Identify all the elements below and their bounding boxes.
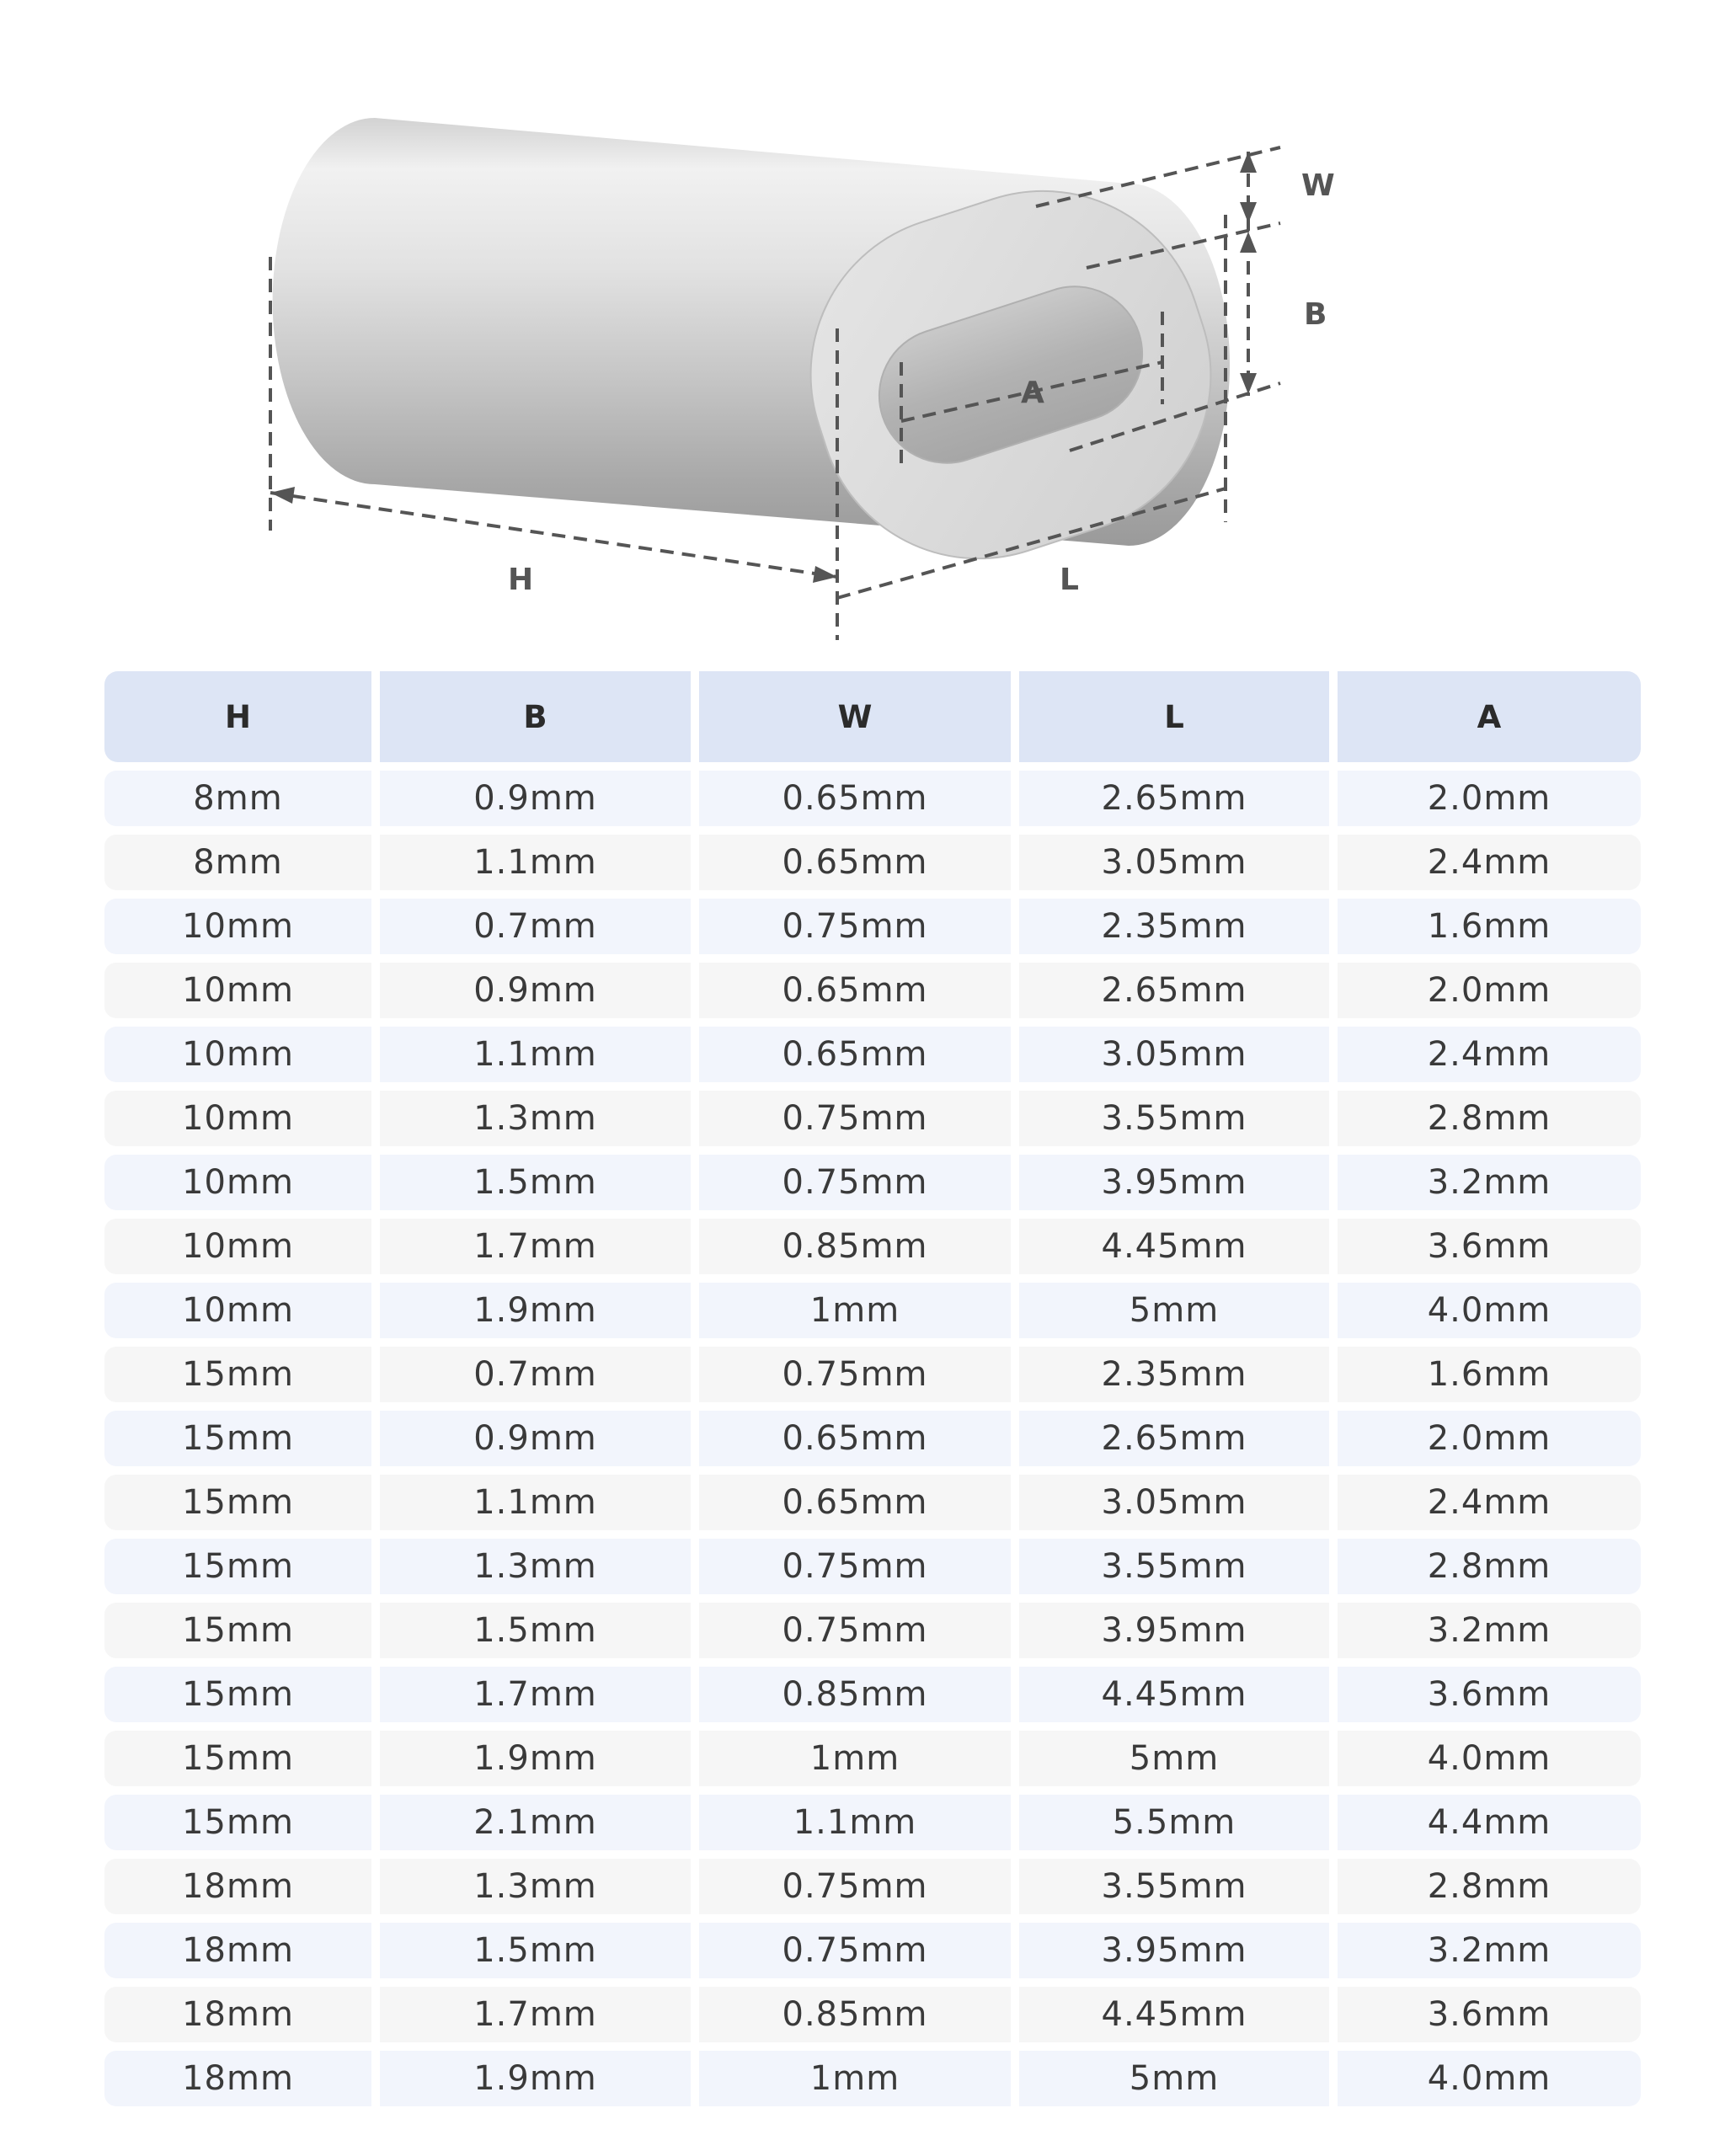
cell-w: 0.75mm	[699, 1603, 1011, 1658]
cell-w: 0.75mm	[699, 1923, 1011, 1978]
cell-a: 3.2mm	[1338, 1155, 1641, 1210]
cell-a: 3.6mm	[1338, 1667, 1641, 1722]
dim-label-b: B	[1304, 297, 1327, 332]
cell-h: 15mm	[104, 1475, 371, 1530]
cell-h: 18mm	[104, 1923, 371, 1978]
cell-h: 15mm	[104, 1795, 371, 1850]
cell-b: 1.5mm	[380, 1155, 691, 1210]
table-row	[104, 1603, 1641, 1658]
cell-a: 1.6mm	[1338, 899, 1641, 954]
table-body	[104, 771, 1641, 2106]
h-arrow-left	[270, 487, 295, 504]
cell-b: 1.9mm	[380, 2051, 691, 2106]
cell-h: 10mm	[104, 1155, 371, 1210]
cell-b: 2.1mm	[380, 1795, 691, 1850]
cell-l: 2.65mm	[1019, 1411, 1329, 1466]
cell-h: 15mm	[104, 1731, 371, 1786]
cell-b: 1.7mm	[380, 1987, 691, 2042]
table-row	[104, 1667, 1641, 1722]
cell-a: 2.0mm	[1338, 963, 1641, 1018]
column-header-a: A	[1338, 671, 1641, 762]
cell-b: 0.9mm	[380, 963, 691, 1018]
cell-b: 1.7mm	[380, 1667, 691, 1722]
cell-h: 15mm	[104, 1411, 371, 1466]
cell-h: 18mm	[104, 1859, 371, 1914]
cell-h: 15mm	[104, 1347, 371, 1402]
cell-a: 2.8mm	[1338, 1091, 1641, 1146]
cell-l: 4.45mm	[1019, 1667, 1329, 1722]
cell-l: 2.35mm	[1019, 899, 1329, 954]
cell-a: 3.6mm	[1338, 1219, 1641, 1274]
cell-a: 2.0mm	[1338, 771, 1641, 826]
cell-b: 1.1mm	[380, 1475, 691, 1530]
table-row	[104, 1475, 1641, 1530]
table-row	[104, 1987, 1641, 2042]
table-row	[104, 1155, 1641, 1210]
cell-b: 1.7mm	[380, 1219, 691, 1274]
cell-l: 3.55mm	[1019, 1091, 1329, 1146]
sleeve-dimension-diagram	[0, 0, 1725, 657]
table-row	[104, 771, 1641, 826]
h-arrow-right	[813, 566, 837, 583]
cell-h: 10mm	[104, 1091, 371, 1146]
table-row	[104, 1539, 1641, 1594]
cell-b: 1.9mm	[380, 1283, 691, 1338]
cell-l: 3.95mm	[1019, 1923, 1329, 1978]
cell-h: 10mm	[104, 963, 371, 1018]
cell-w: 0.65mm	[699, 771, 1011, 826]
cell-l: 5.5mm	[1019, 1795, 1329, 1850]
cell-b: 1.5mm	[380, 1603, 691, 1658]
table-row	[104, 1795, 1641, 1850]
cell-w: 0.75mm	[699, 1539, 1011, 1594]
cell-l: 5mm	[1019, 1283, 1329, 1338]
cell-h: 8mm	[104, 835, 371, 890]
column-header-w: W	[699, 671, 1011, 762]
cell-w: 1.1mm	[699, 1795, 1011, 1850]
cell-b: 1.3mm	[380, 1539, 691, 1594]
cell-h: 18mm	[104, 2051, 371, 2106]
cell-l: 5mm	[1019, 1731, 1329, 1786]
table-row	[104, 899, 1641, 954]
cell-a: 2.0mm	[1338, 1411, 1641, 1466]
cell-l: 3.95mm	[1019, 1603, 1329, 1658]
cell-l: 4.45mm	[1019, 1987, 1329, 2042]
cell-a: 4.0mm	[1338, 2051, 1641, 2106]
cell-b: 0.9mm	[380, 771, 691, 826]
cell-a: 4.0mm	[1338, 1731, 1641, 1786]
cell-h: 10mm	[104, 899, 371, 954]
table-row	[104, 1923, 1641, 1978]
cell-h: 18mm	[104, 1987, 371, 2042]
cell-a: 3.2mm	[1338, 1923, 1641, 1978]
table-row	[104, 1347, 1641, 1402]
cell-w: 0.75mm	[699, 1347, 1011, 1402]
column-header-b: B	[380, 671, 691, 762]
cell-b: 0.7mm	[380, 899, 691, 954]
cell-a: 2.8mm	[1338, 1859, 1641, 1914]
cell-h: 10mm	[104, 1283, 371, 1338]
cell-l: 3.55mm	[1019, 1539, 1329, 1594]
cell-l: 3.05mm	[1019, 1475, 1329, 1530]
cell-a: 4.4mm	[1338, 1795, 1641, 1850]
specification-table	[96, 663, 1649, 2115]
cell-w: 0.85mm	[699, 1667, 1011, 1722]
cell-b: 0.9mm	[380, 1411, 691, 1466]
cell-l: 3.05mm	[1019, 835, 1329, 890]
cell-w: 0.65mm	[699, 963, 1011, 1018]
table-row	[104, 1731, 1641, 1786]
cell-h: 8mm	[104, 771, 371, 826]
table-row	[104, 835, 1641, 890]
table-row	[104, 1027, 1641, 1082]
w-arrow-bottom	[1240, 202, 1257, 223]
table-row	[104, 1859, 1641, 1914]
table-row	[104, 963, 1641, 1018]
cell-h: 15mm	[104, 1667, 371, 1722]
cell-b: 1.1mm	[380, 835, 691, 890]
cell-b: 0.7mm	[380, 1347, 691, 1402]
cell-w: 0.85mm	[699, 1987, 1011, 2042]
cell-w: 0.65mm	[699, 1411, 1011, 1466]
cell-b: 1.1mm	[380, 1027, 691, 1082]
cell-w: 1mm	[699, 1731, 1011, 1786]
table-header-row	[104, 671, 1641, 762]
cell-a: 2.4mm	[1338, 1027, 1641, 1082]
cell-w: 0.75mm	[699, 1091, 1011, 1146]
cell-a: 2.4mm	[1338, 835, 1641, 890]
b-arrow-top	[1240, 232, 1257, 253]
cell-w: 0.65mm	[699, 835, 1011, 890]
cell-l: 3.55mm	[1019, 1859, 1329, 1914]
cell-h: 15mm	[104, 1603, 371, 1658]
dim-label-h: H	[508, 563, 534, 597]
cell-w: 0.75mm	[699, 1155, 1011, 1210]
cell-l: 5mm	[1019, 2051, 1329, 2106]
dim-label-a: A	[1021, 376, 1044, 410]
cell-h: 10mm	[104, 1027, 371, 1082]
column-header-l: L	[1019, 671, 1329, 762]
cell-w: 0.65mm	[699, 1027, 1011, 1082]
cell-w: 1mm	[699, 1283, 1011, 1338]
cell-w: 1mm	[699, 2051, 1011, 2106]
dim-label-l: L	[1060, 563, 1079, 597]
cell-w: 0.65mm	[699, 1475, 1011, 1530]
cell-b: 1.5mm	[380, 1923, 691, 1978]
table-row	[104, 1091, 1641, 1146]
table-row	[104, 2051, 1641, 2106]
cell-w: 0.85mm	[699, 1219, 1011, 1274]
cell-l: 4.45mm	[1019, 1219, 1329, 1274]
cell-a: 1.6mm	[1338, 1347, 1641, 1402]
cell-a: 4.0mm	[1338, 1283, 1641, 1338]
cell-a: 3.2mm	[1338, 1603, 1641, 1658]
b-arrow-bottom	[1240, 373, 1257, 394]
cell-h: 10mm	[104, 1219, 371, 1274]
cell-a: 2.8mm	[1338, 1539, 1641, 1594]
dim-label-w: W	[1301, 168, 1335, 203]
cell-b: 1.9mm	[380, 1731, 691, 1786]
cell-a: 2.4mm	[1338, 1475, 1641, 1530]
table-row	[104, 1219, 1641, 1274]
cell-h: 15mm	[104, 1539, 371, 1594]
cell-w: 0.75mm	[699, 899, 1011, 954]
cell-l: 2.35mm	[1019, 1347, 1329, 1402]
table-row	[104, 1411, 1641, 1466]
cell-w: 0.75mm	[699, 1859, 1011, 1914]
cell-l: 2.65mm	[1019, 771, 1329, 826]
cell-a: 3.6mm	[1338, 1987, 1641, 2042]
cell-l: 2.65mm	[1019, 963, 1329, 1018]
cell-l: 3.05mm	[1019, 1027, 1329, 1082]
column-header-h: H	[104, 671, 371, 762]
table-row	[104, 1283, 1641, 1338]
cell-b: 1.3mm	[380, 1859, 691, 1914]
cell-l: 3.95mm	[1019, 1155, 1329, 1210]
cell-b: 1.3mm	[380, 1091, 691, 1146]
